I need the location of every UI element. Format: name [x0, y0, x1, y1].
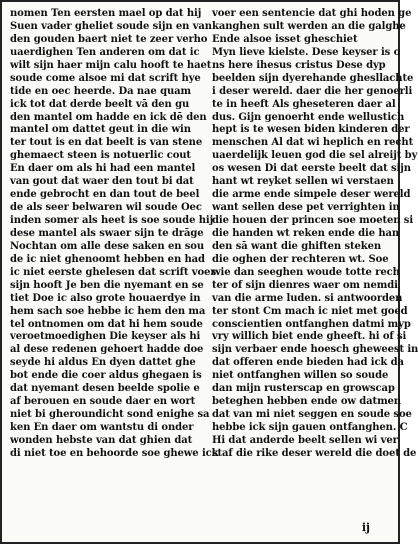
text-line: ghemaect steen is notuerlic cout — [10, 150, 191, 162]
text-line: sijn verbaer ende hoesch gheweest in — [212, 344, 418, 356]
text-line: wilt sijn haer mijn calu hooft te haet — [10, 59, 212, 71]
text-line: de ic niet ghenoomt hebben en had — [10, 253, 205, 265]
text-line: de als seer belwaren wil soude Oec — [10, 202, 202, 214]
text-line: nomen Ten eersten mael op dat hij — [10, 8, 202, 19]
text-line: conscientien ontfanghen datmi myp — [212, 318, 411, 330]
text-line: dus. Gijn genoerht ende wellustich — [212, 111, 405, 123]
text-line: wie dan seeghen woude totte rech — [212, 266, 400, 278]
text-line: i deser wereld. daer die her genoerli — [212, 85, 413, 97]
text-line: hant wt reyket sellen wi verstaen — [212, 176, 394, 188]
text-line: Hi dat anderde beelt sellen wi ver — [212, 434, 398, 446]
folio-mark: ij — [361, 521, 370, 534]
text-line: voer een sentencie dat ghi hoden ge — [212, 8, 412, 19]
text-line: ken En daer om wantstu di onder — [10, 422, 194, 433]
text-line: hem sach soe hebbe ic hem den ma — [10, 305, 206, 317]
text-line: van die arme luden. si antwoorden — [212, 292, 403, 304]
text-line: die handen wt reken ende die han — [212, 227, 400, 239]
text-line: tel ontnomen om dat hi hem soude — [10, 318, 203, 330]
text-line: dese mantel als swaer sijn te drāge — [10, 227, 204, 239]
text-line: sijn hooft Je ben die nyemant en se — [10, 279, 204, 291]
text-line: soude come alsoe mi dat scrift hye — [10, 72, 201, 84]
text-line: den sā want die ghiften steken — [212, 240, 382, 252]
text-line: di niet toe en behoorde soe ghewe ick — [10, 447, 219, 459]
text-line: ic niet eerste ghelesen dat scrift voer — [10, 266, 216, 278]
text-line: te in heeft Als gheseteren daer al — [212, 98, 396, 110]
text-line: vry willich biet ende gheeft. hi of si — [212, 331, 407, 343]
text-line: kanghen sult werden an die galghe — [212, 20, 406, 32]
text-line: die oghen der rechteren wt. Soe — [212, 253, 389, 265]
text-line: bot ende die coer aldus ghegaen is — [10, 370, 202, 382]
text-line: dan mijn rusterscap en growscap — [212, 383, 395, 395]
text-line: Myn lieve kielste. Dese keyser is o — [212, 46, 401, 58]
left-text-column — [10, 8, 219, 461]
text-line: van gout dat waer den tout bi dat — [10, 176, 194, 188]
text-line: Suen vader gheliet soude sijn en van — [10, 20, 212, 32]
text-line: den mantel om hadde en ick dē den — [10, 111, 207, 123]
text-line: menschen Al dat wi heplich en recht — [212, 137, 414, 149]
text-line: tiet Doe ic also grote houaerdye in — [10, 292, 201, 304]
text-line: Nochtan om alle dese saken en sou — [10, 240, 205, 252]
text-line: beelden sijn dyerehande ghesllachte — [212, 72, 414, 84]
text-line: os wesen Di dat eerste beelt dat sijn — [212, 163, 411, 175]
text-line: dat offeren ende bieden had ick da — [212, 357, 404, 369]
text-line: die houen der princen soe moeten si — [212, 215, 414, 226]
text-line: hept is te wesen biden kinderen der — [212, 124, 410, 136]
text-line: uaerdighen Ten anderen om dat ic — [10, 46, 200, 58]
text-line: want sellen dese pet verrighten in — [212, 202, 400, 214]
text-line: ter stont Cm mach ic niet met goed — [212, 305, 408, 317]
text-line: die arme ende simpele deser wereld — [212, 189, 411, 201]
text-line: dat nyemant desen beelde spolie e — [10, 383, 200, 395]
text-line: beteghen hebben ende ow datmen — [212, 396, 401, 408]
text-line: dat van mi niet seggen en soude soe — [212, 409, 412, 421]
text-line: al dese redenen gehoert hadde doe — [10, 344, 204, 356]
text-line: den gouden baert niet te zeer verho — [10, 33, 208, 45]
text-line: hebbe ick sijn gauen ontfanghen. C — [212, 422, 408, 433]
text-line: af berouen en soude daer en wort — [10, 396, 196, 408]
text-line: tide en oec heerde. Da nae quam — [10, 85, 192, 97]
text-line: uaerdelijk leuen god die sel alreijt by — [212, 150, 418, 162]
text-line: wonden hebste van dat ghien dat — [10, 434, 193, 446]
text-line: niet bi gheroundicht sond enighe sa — [10, 409, 210, 421]
text-line: staf die rike deser wereld die doet de — [212, 447, 417, 459]
text-line: ter of sijn dienres waer om nemdi — [212, 279, 398, 291]
text-line: ende gebrocht en dan tout de beel — [10, 189, 200, 201]
text-line: mantel om dattet geut in die win — [10, 124, 191, 136]
text-line: Ende alsoe isset gheschiet — [212, 33, 358, 45]
text-line: ns here ihesus cristus Dese dyp — [212, 59, 386, 71]
text-line: niet ontfanghen willen so soude — [212, 370, 389, 382]
text-line: ter tout is en dat beelt is van stene — [10, 137, 203, 149]
text-line: En daer om als hi had een mantel — [10, 163, 196, 175]
text-line: inden somer als heet is soe soude hij — [10, 215, 214, 226]
text-line: seyde hi aldus En dyen dattet ghe — [10, 357, 196, 369]
text-line: veroetmoedighen Die keyser als hi — [10, 331, 201, 343]
text-line: ick tot dat derde beelt vā den gu — [10, 98, 190, 110]
right-text-column — [212, 8, 418, 461]
